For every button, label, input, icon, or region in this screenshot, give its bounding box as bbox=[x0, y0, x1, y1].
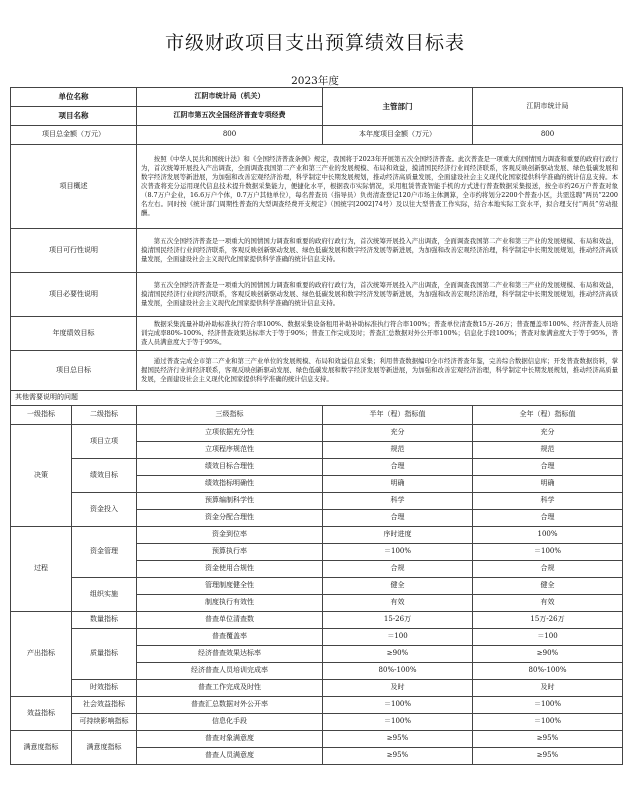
project-name-value: 江阴市第五次全国经济普查专项经费 bbox=[137, 107, 323, 126]
header-level3: 三级指标 bbox=[137, 406, 323, 425]
half-value: 健全 bbox=[323, 578, 473, 595]
level3-cell: 绩效目标合理性 bbox=[137, 459, 323, 476]
level3-cell: 普查覆盖率 bbox=[137, 629, 323, 646]
half-value: ≥90% bbox=[323, 646, 473, 663]
level3-cell: 经济普查效果达标率 bbox=[137, 646, 323, 663]
level3-cell: 制度执行有效性 bbox=[137, 595, 323, 612]
full-value: 合理 bbox=[473, 459, 623, 476]
annual-goal-label: 年度绩效目标 bbox=[11, 317, 137, 351]
half-value: 有效 bbox=[323, 595, 473, 612]
half-value: ＝100 bbox=[323, 629, 473, 646]
full-value: 及时 bbox=[473, 680, 623, 697]
level3-cell: 立项程序规范性 bbox=[137, 442, 323, 459]
header-level2: 二级指标 bbox=[72, 406, 137, 425]
unit-name-label: 单位名称 bbox=[11, 88, 137, 107]
full-value: ≥95% bbox=[473, 731, 623, 748]
full-value: 健全 bbox=[473, 578, 623, 595]
full-value: 合理 bbox=[473, 510, 623, 527]
full-value: 明确 bbox=[473, 476, 623, 493]
overview-text: 按照《中华人民共和国统计法》和《全国经济普查条例》规定，我国将于2023年开展第五次全国经济普查。此次普查是一项重大的国情国力调查和重要的政府行政行为，首次统筹开展投入产出调查，全面调查我国第二产业和第三产业的发展规模、布局和效益，摸清国民经济行业间经济联系，客观反映创新驱动发展、绿色低碳发展和数字经济发展等新进展，为加强和改善宏观经济治理，科学制定中长期发展规划，推动经济高质量发展，全面建设社会主义现代化国家提供科学准确的统计信息支持。本次普查将充分运用现代信息技术提升数据采集能力，便捷化水平，根据我市实际情况，采用租赁普查智能手机的方式进行普查数据采集报送，按全市约26万户普查对象（8.7万户企业，16.6万户个体，0.7万户其他单位），每名普查员（指导员）负责清查登记120户市场主体测算，全市约将划分2200个普查小区，共需选聘“两员”2200名左右。同时按《统计部门周期性普查的大型调查经费开支规定》（国统字[2002]74号）及以往大型普查工作实际，结合本地实际工资水平，拟合理支付“两员”劳动报酬。 bbox=[137, 145, 623, 229]
half-value: ＝100% bbox=[323, 697, 473, 714]
level3-cell: 普查汇总数据对外公开率 bbox=[137, 697, 323, 714]
header-full-year: 全年（程）指标值 bbox=[473, 406, 623, 425]
full-value: 规范 bbox=[473, 442, 623, 459]
other-note-row: 其他需要说明的问题 bbox=[11, 391, 623, 406]
level1-cell: 决策 bbox=[11, 425, 72, 527]
full-value: ＝100% bbox=[473, 544, 623, 561]
level3-cell: 绩效指标明确性 bbox=[137, 476, 323, 493]
header-level1: 一级指标 bbox=[11, 406, 72, 425]
half-value: 充分 bbox=[323, 425, 473, 442]
level1-cell: 产出指标 bbox=[11, 612, 72, 697]
full-value: ＝100% bbox=[473, 714, 623, 731]
level3-cell: 预算执行率 bbox=[137, 544, 323, 561]
necessity-label: 项目必要性说明 bbox=[11, 273, 137, 317]
level3-cell: 管理制度健全性 bbox=[137, 578, 323, 595]
level2-cell: 满意度指标 bbox=[72, 731, 137, 765]
level1-cell: 过程 bbox=[11, 527, 72, 612]
overview-label: 项目概述 bbox=[11, 145, 137, 229]
full-value: 合规 bbox=[473, 561, 623, 578]
half-value: 合理 bbox=[323, 459, 473, 476]
full-value: ≥95% bbox=[473, 748, 623, 765]
performance-target-table bbox=[10, 87, 623, 765]
level3-cell: 资金分配合理性 bbox=[137, 510, 323, 527]
half-value: ≥95% bbox=[323, 731, 473, 748]
feasibility-text: 第五次全国经济普查是一项重大的国情国力调查和重要的政府行政行为，首次统筹开展投入产出调查，全面调查我国第二产业和第三产业的发展规模、布局和效益，摸清国民经济行业间经济联系，客观反映创新驱动发展、绿色低碳发展和数字经济发展等新进展，为加强和改善宏观经济治理，科学制定中长期发展规划，推动经济高质量发展，全面建设社会主义现代化国家提供科学准确的统计信息支持。 bbox=[137, 229, 623, 273]
overall-goal-label: 项目总目标 bbox=[11, 351, 137, 391]
level2-cell: 数量指标 bbox=[72, 612, 137, 629]
half-value: ≥95% bbox=[323, 748, 473, 765]
annual-goal-text: 数据采集流量补助补助标准执行符合率100%、数据采集设备租用补助补助标准执行符合率100%；普查单位清查数15万-26万；普查覆盖率100%、经济普查人员培训完成率80%-100%、经济普查效果达标率大于等于90%；普查工作完成及时；普查汇总数据对外公开率100%；信息化手段100%；普查对象满意度大于等于95%，普查人员满意度大于等于95%。 bbox=[137, 317, 623, 351]
level3-cell: 资金使用合规性 bbox=[137, 561, 323, 578]
year-amount-value: 800 bbox=[473, 126, 623, 145]
level3-cell: 经济普查人员培训完成率 bbox=[137, 663, 323, 680]
year-amount-label: 本年度项目金额（万元） bbox=[323, 126, 473, 145]
necessity-text: 第五次全国经济普查是一项重大的国情国力调查和重要的政府行政行为，首次统筹开展投入产出调查，全面调查我国第二产业和第三产业的发展规模、布局和效益，摸清国民经济行业间经济联系，客观反映创新驱动发展、绿色低碳发展和数字经济发展等新进展，为加强和改善宏观经济治理，科学制定中长期发展规划，推动经济高质量发展，全面建设社会主义现代化国家提供科学准确的统计信息支持。 bbox=[137, 273, 623, 317]
full-value: 有效 bbox=[473, 595, 623, 612]
level3-cell: 普查人员满意度 bbox=[137, 748, 323, 765]
half-value: 序时进度 bbox=[323, 527, 473, 544]
full-value: 充分 bbox=[473, 425, 623, 442]
unit-name-value: 江阴市统计局（机关） bbox=[137, 88, 323, 107]
feasibility-label: 项目可行性说明 bbox=[11, 229, 137, 273]
total-amount-label: 项目总金额（万元） bbox=[11, 126, 137, 145]
half-value: 明确 bbox=[323, 476, 473, 493]
level2-cell: 可持续影响指标 bbox=[72, 714, 137, 731]
level2-cell: 项目立项 bbox=[72, 425, 137, 459]
page-title: 市级财政项目支出预算绩效目标表 bbox=[164, 32, 465, 54]
half-value: 科学 bbox=[323, 493, 473, 510]
level3-cell: 立项依据充分性 bbox=[137, 425, 323, 442]
level3-cell: 普查单位清查数 bbox=[137, 612, 323, 629]
level3-cell: 信息化手段 bbox=[137, 714, 323, 731]
level2-cell: 绩效目标 bbox=[72, 459, 137, 493]
full-value: 15万-26万 bbox=[473, 612, 623, 629]
total-amount-value: 800 bbox=[137, 126, 323, 145]
half-value: 及时 bbox=[323, 680, 473, 697]
level3-cell: 普查工作完成及时性 bbox=[137, 680, 323, 697]
half-value: ＝100% bbox=[323, 544, 473, 561]
project-name-label: 项目名称 bbox=[11, 107, 137, 126]
level2-cell: 资金投入 bbox=[72, 493, 137, 527]
level2-cell: 质量指标 bbox=[72, 629, 137, 680]
half-value: 合规 bbox=[323, 561, 473, 578]
level3-cell: 普查对象满意度 bbox=[137, 731, 323, 748]
full-value: ＝100% bbox=[473, 697, 623, 714]
dept-label: 主管部门 bbox=[323, 88, 473, 126]
overall-goal-text: 通过普查完成全市第二产业和第三产业单位的发展规模、布局和效益信息采集；利用普查数据编印全市经济普查年鉴，完善综合数据信息库；开发普查数据资料，掌握国民经济行业间经济联系，客观反映创新驱动发展、绿色低碳发展和数字经济发展等新进展，为加强和改善宏观经济治理，科学制定中长期发展规划，推动经济高质量发展，全面建设社会主义现代化国家提供科学准确的统计信息支持。 bbox=[137, 351, 623, 391]
header-half-year: 半年（程）指标值 bbox=[323, 406, 473, 425]
full-value: 80%-100% bbox=[473, 663, 623, 680]
level1-cell: 满意度指标 bbox=[11, 731, 72, 765]
level2-cell: 时效指标 bbox=[72, 680, 137, 697]
year-label: 2023年度 bbox=[291, 75, 339, 87]
full-value: 100% bbox=[473, 527, 623, 544]
full-value: 科学 bbox=[473, 493, 623, 510]
level3-cell: 预算编制科学性 bbox=[137, 493, 323, 510]
half-value: 规范 bbox=[323, 442, 473, 459]
half-value: 80%-100% bbox=[323, 663, 473, 680]
half-value: 合理 bbox=[323, 510, 473, 527]
half-value: 15-26万 bbox=[323, 612, 473, 629]
full-value: ≥90% bbox=[473, 646, 623, 663]
level2-cell: 社会效益指标 bbox=[72, 697, 137, 714]
level2-cell: 组织实施 bbox=[72, 578, 137, 612]
level1-cell: 效益指标 bbox=[11, 697, 72, 731]
level2-cell: 资金管理 bbox=[72, 527, 137, 578]
dept-value: 江阴市统计局 bbox=[473, 88, 623, 126]
level3-cell: 资金到位率 bbox=[137, 527, 323, 544]
full-value: ＝100 bbox=[473, 629, 623, 646]
half-value: ＝100% bbox=[323, 714, 473, 731]
